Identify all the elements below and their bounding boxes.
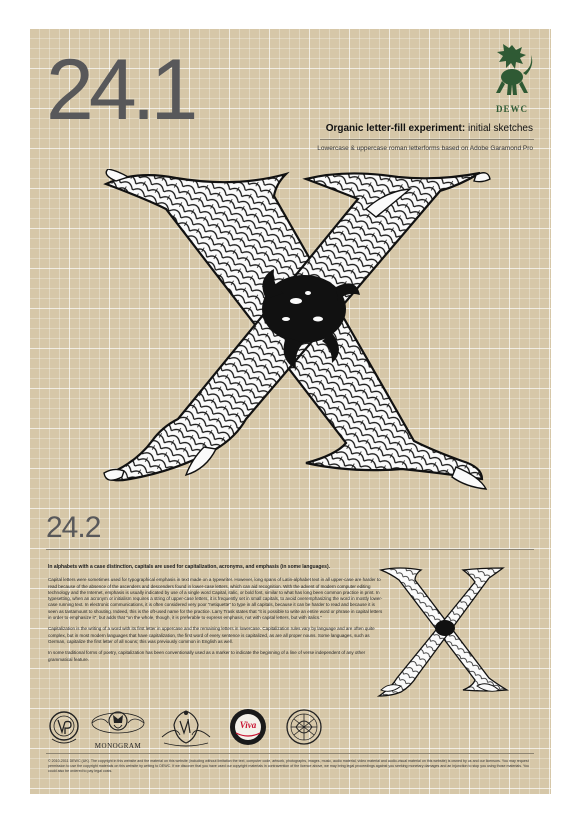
- caption: Lowercase & uppercase roman letterforms based on Adobe Garamond Pro: [317, 145, 533, 152]
- divider-bottom: [46, 753, 534, 754]
- logo-text: DEWC: [495, 104, 528, 114]
- poster: [30, 29, 551, 794]
- body-text: [48, 564, 383, 668]
- page-number-heading: 24.1: [46, 42, 194, 138]
- subtitle-rest: initial sketches: [465, 123, 533, 134]
- divider-top: [320, 139, 534, 140]
- viva-label: Viva: [239, 720, 257, 730]
- logo: [482, 41, 542, 114]
- subtitle: [326, 123, 533, 134]
- lead-paragraph: In alphabets with a case distinction, capitals are used for capitalization, acronyms, and emphasis (in some languages).: [48, 564, 331, 570]
- section-number-heading: 24.2: [46, 511, 101, 544]
- paragraph-1: Capital letters were sometimes used for typographical emphasis in text made on a typewriter. However, long spans of Latin-alphabet text in all upper-case are harder to read because of the absence of the ascenders and descenders found in lower-case letters, which can aid recognition. With the advent of modern computer editing technology and the Internet, emphasis is usually indicated by use of a single word Capital, italic, or bold font, similar to what has long been common practice in print. In typesetting, when an acronym or initialism requires a string of upper-case letters, it is frequently set in small capitals, to avoid overemphasizing the word in mostly lower-case running text. In electronic communications, it is often considered very poor "netiquette" to type in all capitals, because it can be harder to read and because it is seen as tantamount to shouting. Indeed, this is the oft-used name for the practice. Larry Trask states that "it is possible to write an entire word or phrase in capital letters in order to emphasize it", but adds that "on the whole, though, it is preferable to express emphasis, not with capital letters, but with italics.": [48, 577, 383, 621]
- ornate-crest-icon: [158, 707, 214, 747]
- divider-middle: [46, 549, 534, 550]
- monogram-crown-icon: [90, 707, 146, 739]
- copyright-footer: © 2010-2011 DEWC (UK). The copyright in this website and the material on this website (including without limitation the text, computer code, artwork, photographs, images, music, audio material, video material and audio-visual material on this website) is owned by us and our licensors. You may request permission to use the copyright materials on this website by writing to DEWC. If we discover that you have used our copyright materials in contravention of the licence above, we may bring legal proceedings against you seeking monetary damages and an injunction to stop you using those materials. You could also be ordered to pay legal costs.: [48, 759, 530, 773]
- paragraph-3: In some traditional forms of poetry, capitalization has been conventionally used as a marker to indicate the beginning of a line of verse independent of any other grammatical feature.: [48, 650, 366, 662]
- subtitle-bold: Organic letter-fill experiment:: [325, 123, 466, 134]
- paragraph-2: Capitalization is the writing of a word with its first letter in uppercase and the remaining letters in lowercase. Capitalization rules vary by language and are often quite complex, but in most modern languages that have capitalization, the first word of every sentence is capitalized, as are all proper nouns. Some languages, such as German, capitalize the first letter of all nouns; this was previously common in English as well.: [48, 626, 375, 644]
- viva-badge: [228, 707, 268, 747]
- lion-crest-icon: [488, 41, 536, 97]
- ornamental-small-x-illustration: [377, 566, 509, 699]
- vp-monogram-crest-icon: [48, 707, 80, 745]
- lattice-monogram-icon: [284, 707, 324, 747]
- monogram-badge: [90, 707, 146, 750]
- monogram-label: MONOGRAM: [94, 742, 142, 750]
- icon-row: [48, 707, 378, 751]
- ornamental-x-illustration: [96, 169, 492, 507]
